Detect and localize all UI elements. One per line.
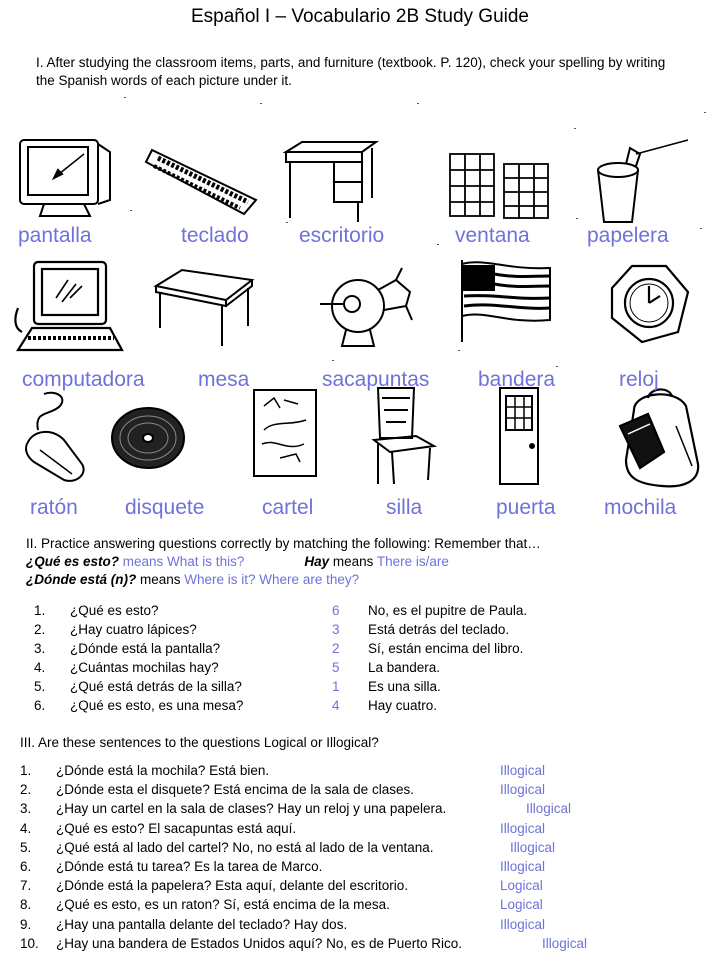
matching-answer: 1 — [332, 679, 340, 694]
matching-option: Es una silla. — [368, 679, 441, 694]
vocab-word: teclado — [181, 224, 249, 247]
matching-answer: 2 — [332, 641, 340, 656]
vocab-word: pantalla — [18, 224, 92, 247]
hay-meaning-prefix: means — [329, 554, 374, 569]
poster-icon — [250, 386, 322, 480]
matching-number: 3. — [34, 641, 46, 656]
matching-question: ¿Hay cuatro lápices? — [70, 622, 197, 637]
computer-icon — [12, 258, 130, 358]
table-icon — [152, 266, 256, 350]
flag-icon — [456, 258, 556, 344]
page-title: Español I – Vocabulario 2B Study Guide — [190, 6, 529, 27]
hay-meaning: There is/are — [373, 554, 449, 569]
vocab-word: disquete — [125, 496, 205, 519]
sentence-text: ¿Dónde está la papelera? Esta aquí, delante del escritorio. — [56, 878, 408, 894]
donde-meaning: Where is it? Where are they? — [184, 572, 360, 587]
backpack-icon — [612, 386, 704, 492]
door-icon — [496, 384, 542, 488]
section2-reminder-2 — [26, 571, 706, 589]
sentence-number: 1. — [20, 763, 32, 778]
vocab-word: ventana — [455, 224, 530, 247]
sentence-number: 7. — [20, 878, 32, 894]
sentence-number: 9. — [20, 916, 32, 932]
matching-question: ¿Qué está detrás de la silla? — [70, 679, 242, 694]
vocab-word: papelera — [587, 224, 669, 247]
wastebasket-icon — [596, 136, 692, 228]
hay-phrase: Hay — [304, 554, 330, 569]
clock-icon — [608, 262, 690, 344]
stray-mark — [130, 210, 132, 211]
section2-reminder-1 — [26, 553, 706, 571]
matching-question: ¿Qué es esto? — [70, 603, 159, 618]
matching-option: La bandera. — [368, 660, 441, 675]
matching-number: 6. — [34, 698, 46, 713]
stray-mark — [556, 366, 558, 367]
donde-means-word: means — [136, 572, 185, 587]
logic-answer: Illogical — [510, 839, 556, 855]
section3-intro: III. Are these sentences to the questions Logical or Illogical? — [20, 735, 379, 750]
matching-question: ¿Dónde está la pantalla? — [70, 641, 221, 656]
matching-question: ¿Qué es esto, es una mesa? — [70, 698, 244, 713]
matching-number: 2. — [34, 622, 46, 637]
matching-number: 4. — [34, 660, 46, 675]
stray-mark — [417, 103, 419, 104]
vocab-word: computadora — [22, 368, 145, 391]
desk-icon — [282, 138, 380, 228]
logic-answer: Logical — [500, 878, 543, 894]
mouse-icon — [20, 390, 96, 486]
sentence-text: ¿Qué está al lado del cartel? No, no está al lado de la ventana. — [56, 839, 434, 855]
vocab-word: silla — [386, 496, 423, 519]
sentence-text: ¿Dónde está la mochila? Está bien. — [56, 763, 270, 778]
logic-answer: Illogical — [500, 763, 546, 778]
vocab-word: reloj — [619, 368, 659, 391]
sentence-text: ¿Hay una bandera de Estados Unidos aquí? No, es de Puerto Rico. — [56, 935, 462, 951]
donde-phrase: ¿Dónde está (n)? — [26, 572, 137, 587]
vocab-word: escritorio — [299, 224, 385, 247]
matching-number: 5. — [34, 679, 46, 694]
sentence-text: ¿Dónde está tu tarea? Es la tarea de Marco. — [56, 859, 323, 874]
vocab-word: cartel — [262, 496, 314, 519]
logic-answer: Illogical — [542, 935, 588, 951]
logic-answer: Illogical — [500, 820, 546, 836]
stray-mark — [124, 97, 126, 98]
matching-option: No, es el pupitre de Paula. — [368, 603, 528, 618]
sentence-number: 4. — [20, 820, 32, 836]
sentence-number: 8. — [20, 897, 32, 913]
stray-mark — [576, 218, 578, 219]
sentence-number: 5. — [20, 839, 32, 855]
vocab-word: puerta — [496, 496, 556, 519]
stray-mark — [332, 360, 334, 361]
sentence-number: 10. — [20, 935, 39, 951]
sentence-number: 2. — [20, 782, 32, 798]
logic-answer: Illogical — [526, 801, 572, 817]
sentence-text: ¿Hay una pantalla delante del teclado? Hay dos. — [56, 916, 348, 932]
vocab-word: sacapuntas — [322, 368, 430, 391]
stray-mark — [260, 103, 262, 104]
window-icon — [446, 150, 570, 222]
vocab-word: bandera — [478, 368, 556, 391]
section2-header — [26, 535, 706, 589]
logic-answer: Logical — [500, 897, 543, 913]
matching-answer: 3 — [332, 622, 340, 637]
matching-answer: 5 — [332, 660, 340, 675]
vocab-word: mesa — [198, 368, 250, 391]
pencil-sharpener-icon — [312, 266, 418, 350]
matching-option: Hay cuatro. — [368, 698, 438, 713]
matching-question: ¿Cuántas mochilas hay? — [70, 660, 219, 675]
diskette-icon — [108, 402, 188, 474]
logic-answer: Illogical — [500, 859, 546, 874]
stray-mark — [574, 128, 576, 129]
matching-option: Sí, están encima del libro. — [368, 641, 524, 656]
matching-answer: 4 — [332, 698, 340, 713]
keyboard-icon — [144, 142, 262, 220]
sentence-text: ¿Dónde esta el disquete? Está encima de la sala de clases. — [56, 782, 414, 798]
que-meaning: means What is this? — [119, 554, 245, 569]
stray-mark — [700, 228, 702, 229]
logic-answer: Illogical — [500, 916, 546, 932]
que-phrase: ¿Qué es esto? — [26, 554, 120, 569]
chair-icon — [368, 384, 438, 488]
sentence-text: ¿Qué es esto? El sacapuntas está aquí. — [56, 820, 297, 836]
matching-answer: 6 — [332, 603, 340, 618]
sentence-text: ¿Qué es esto, es un raton? Sí, está encima de la mesa. — [56, 897, 390, 913]
logic-answer: Illogical — [500, 782, 546, 798]
stray-mark — [704, 112, 706, 113]
section2-intro: II. Practice answering questions correctly by matching the following: Remember that… — [26, 536, 541, 551]
sentence-text: ¿Hay un cartel en la sala de clases? Hay un reloj y una papelera. — [56, 801, 447, 817]
sentence-number: 6. — [20, 859, 32, 874]
monitor-icon — [14, 134, 114, 222]
section1-instructions: I. After studying the classroom items, parts, and furniture (textbook. P. 120), check your spelling by writing the Spanish words of each picture under it. — [36, 55, 666, 88]
sentence-number: 3. — [20, 801, 32, 817]
vocab-word: ratón — [30, 496, 78, 519]
matching-number: 1. — [34, 603, 46, 618]
matching-option: Está detrás del teclado. — [368, 622, 510, 637]
stray-mark — [458, 350, 460, 351]
vocab-word: mochila — [604, 496, 677, 519]
stray-mark — [437, 244, 439, 245]
